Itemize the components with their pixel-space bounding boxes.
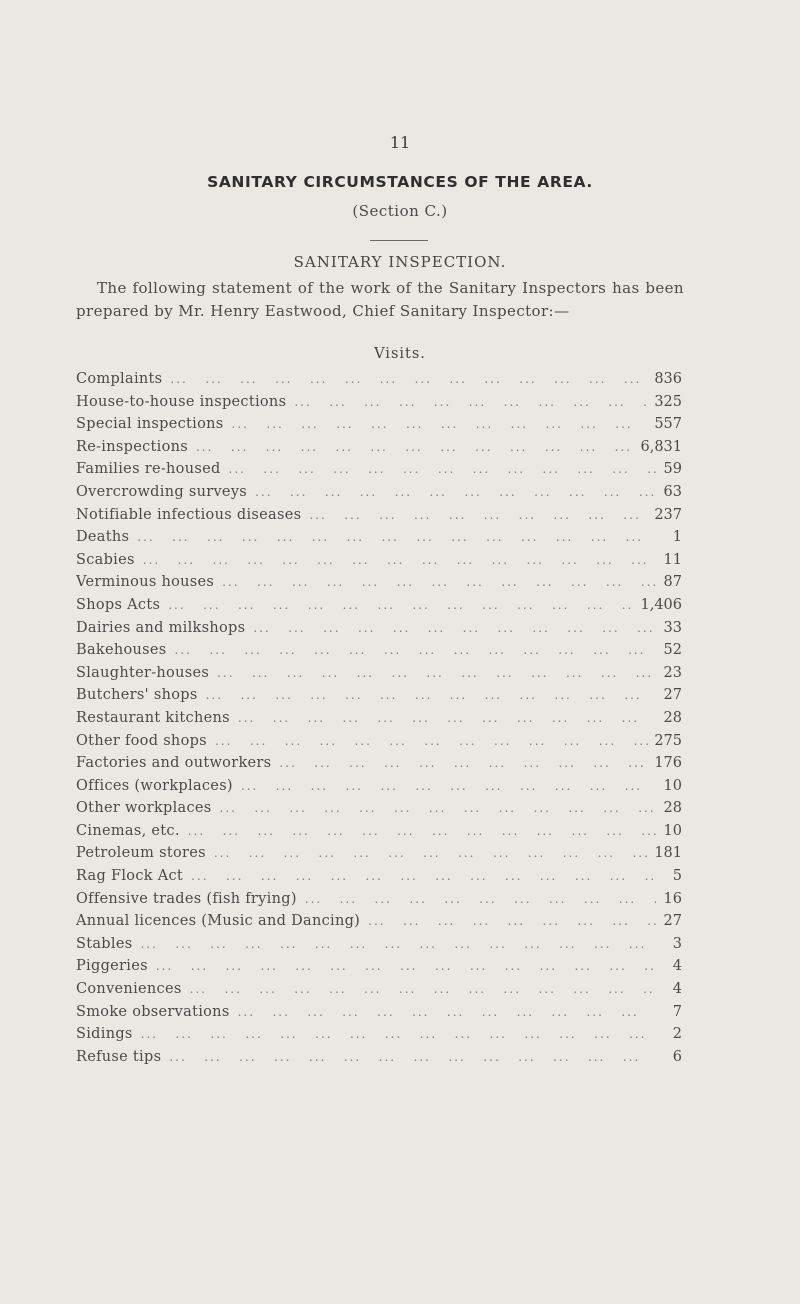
visit-category-label: Smoke observations <box>76 1003 230 1020</box>
list-item <box>76 642 682 665</box>
visit-count-value: 176 <box>654 755 682 772</box>
visits-list <box>76 371 682 1071</box>
visit-count-value: 3 <box>672 935 682 952</box>
list-item <box>76 461 682 484</box>
visit-count-value: 59 <box>663 461 682 478</box>
visit-count-value: 33 <box>663 619 682 636</box>
visit-count-value: 10 <box>663 822 682 839</box>
visit-count-value: 237 <box>654 506 682 523</box>
dot-leader <box>183 869 656 883</box>
dot-leader <box>129 530 656 544</box>
dot-leader <box>207 734 648 748</box>
list-item <box>76 597 682 620</box>
dot-leader <box>188 440 635 454</box>
list-item <box>76 665 682 688</box>
dot-leader <box>301 508 648 522</box>
visit-category-label: Offices (workplaces) <box>76 777 233 794</box>
visit-category-label: Re-inspections <box>76 438 188 455</box>
dot-leader <box>297 892 656 906</box>
list-item <box>76 823 682 846</box>
visit-count-value: 6 <box>672 1048 682 1065</box>
page-number: 11 <box>389 133 411 152</box>
visit-category-label: Piggeries <box>76 958 148 975</box>
visit-category-label: Bakehouses <box>76 642 167 659</box>
visit-category-label: House-to-house inspections <box>76 393 287 410</box>
dot-leader <box>360 914 656 928</box>
visit-category-label: Conveniences <box>76 981 182 998</box>
visit-category-label: Other workplaces <box>76 800 212 817</box>
visit-count-value: 7 <box>672 1003 682 1020</box>
dot-leader <box>160 598 634 612</box>
visit-count-value: 1 <box>672 529 682 546</box>
visit-category-label: Offensive trades (fish frying) <box>76 890 297 907</box>
visit-category-label: Overcrowding surveys <box>76 483 248 500</box>
visit-category-label: Sidings <box>76 1026 133 1043</box>
visit-category-label: Factories and outworkers <box>76 755 272 772</box>
list-item <box>76 620 682 643</box>
dot-leader <box>224 417 649 431</box>
visit-category-label: Notifiable infectious diseases <box>76 506 302 523</box>
visit-category-label: Petroleum stores <box>76 845 206 862</box>
visit-count-value: 275 <box>654 732 682 749</box>
dot-leader <box>230 711 656 725</box>
visit-count-value: 4 <box>672 958 682 975</box>
dot-leader <box>206 846 648 860</box>
visit-count-value: 10 <box>663 777 682 794</box>
visit-count-value: 63 <box>663 483 682 500</box>
list-item <box>76 755 682 778</box>
table-heading: Visits. <box>374 346 426 362</box>
list-item <box>76 868 682 891</box>
visit-category-label: Deaths <box>76 529 130 546</box>
visit-category-label: Stables <box>76 935 133 952</box>
list-item <box>76 416 682 439</box>
visit-count-value: 52 <box>663 642 682 659</box>
list-item <box>76 710 682 733</box>
dot-leader <box>162 372 648 386</box>
list-item <box>76 981 682 1004</box>
intro-paragraph: The following statement of the work of the Sanitary Inspectors has been prepared by Mr. Henry Eastwood, Chief Sanitary Inspector:— <box>76 279 684 320</box>
dot-leader <box>182 982 656 996</box>
visit-category-label: Complaints <box>76 371 163 387</box>
list-item <box>76 552 682 575</box>
list-item <box>76 507 682 530</box>
visit-category-label: Families re-housed <box>76 461 221 478</box>
visit-count-value: 27 <box>663 687 682 704</box>
dot-leader <box>271 756 648 770</box>
visit-category-label: Slaughter-houses <box>76 664 210 681</box>
section-heading: SANITARY INSPECTION. <box>293 253 507 271</box>
dot-leader <box>198 688 656 702</box>
visit-category-label: Scabies <box>76 551 135 568</box>
visit-category-label: Cinemas, etc. <box>76 822 180 839</box>
list-item <box>76 958 682 981</box>
dot-leader <box>161 1050 656 1064</box>
visit-count-value: 836 <box>654 371 682 387</box>
dot-leader <box>247 485 656 499</box>
list-item <box>76 439 682 462</box>
visit-count-value: 87 <box>663 574 682 591</box>
dot-leader <box>233 779 656 793</box>
list-item <box>76 936 682 959</box>
visit-count-value: 5 <box>672 868 682 885</box>
visit-count-value: 28 <box>663 709 682 726</box>
list-item <box>76 687 682 710</box>
divider <box>370 240 428 241</box>
visit-count-value: 1,406 <box>640 596 682 613</box>
visit-count-value: 2 <box>672 1026 682 1043</box>
dot-leader <box>135 553 656 567</box>
dot-leader <box>230 1005 656 1019</box>
page-title: SANITARY CIRCUMSTANCES OF THE AREA. <box>207 173 593 191</box>
list-item <box>76 394 682 417</box>
list-item <box>76 1049 682 1072</box>
visit-count-value: 28 <box>663 800 682 817</box>
list-item <box>76 733 682 756</box>
visit-category-label: Special inspections <box>76 416 224 433</box>
list-item <box>76 529 682 552</box>
visit-category-label: Annual licences (Music and Dancing) <box>76 913 361 930</box>
visit-count-value: 23 <box>663 664 682 681</box>
visit-count-value: 11 <box>663 551 682 568</box>
dot-leader <box>221 462 656 476</box>
visit-category-label: Other food shops <box>76 732 207 749</box>
list-item <box>76 778 682 801</box>
list-item <box>76 891 682 914</box>
dot-leader <box>133 1027 656 1041</box>
dot-leader <box>209 666 656 680</box>
visit-count-value: 557 <box>654 416 682 433</box>
list-item <box>76 371 682 394</box>
dot-leader <box>132 937 656 951</box>
dot-leader <box>167 643 656 657</box>
dot-leader <box>148 959 656 973</box>
list-item <box>76 574 682 597</box>
visit-count-value: 4 <box>672 981 682 998</box>
visit-category-label: Restaurant kitchens <box>76 709 230 726</box>
dot-leader <box>212 801 656 815</box>
dot-leader <box>286 395 648 409</box>
visit-category-label: Dairies and milkshops <box>76 619 246 636</box>
list-item <box>76 913 682 936</box>
visit-count-value: 325 <box>654 393 682 410</box>
list-item <box>76 484 682 507</box>
list-item <box>76 800 682 823</box>
list-item <box>76 845 682 868</box>
visit-count-value: 181 <box>654 845 682 862</box>
visit-count-value: 16 <box>663 890 682 907</box>
visit-category-label: Rag Flock Act <box>76 868 184 885</box>
dot-leader <box>245 621 656 635</box>
section-reference: (Section C.) <box>352 202 448 220</box>
visit-category-label: Butchers' shops <box>76 687 198 704</box>
visit-count-value: 6,831 <box>640 438 682 455</box>
visit-category-label: Shops Acts <box>76 596 161 613</box>
visit-category-label: Refuse tips <box>76 1048 162 1065</box>
list-item <box>76 1004 682 1027</box>
visit-category-label: Verminous houses <box>76 574 215 591</box>
dot-leader <box>214 575 656 589</box>
visit-count-value: 27 <box>663 913 682 930</box>
dot-leader <box>180 824 656 838</box>
list-item <box>76 1026 682 1049</box>
